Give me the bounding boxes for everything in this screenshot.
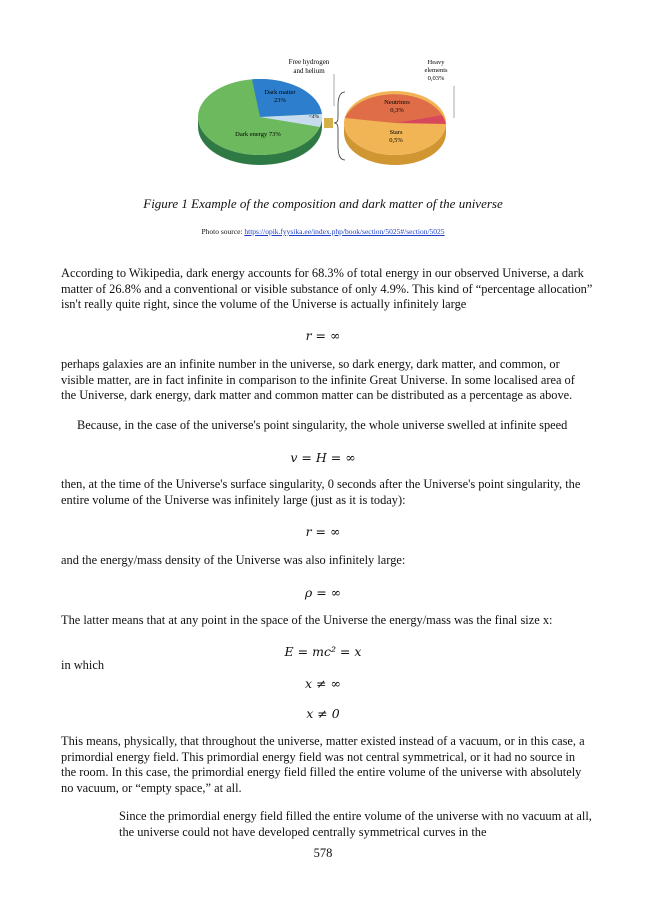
paragraph-4: then, at the time of the Universe's surface singularity, 0 seconds after the Universe's point singularity, the entire volume of the Universe was infinitely large (just as it is today):	[61, 477, 581, 507]
heavy-elements-label-2: elements	[424, 67, 448, 74]
stars-label-2: 0,5%	[389, 137, 403, 144]
connector-block	[324, 118, 333, 128]
paragraph-3: Because, in the case of the universe's point singularity, the whole universe swelled at infinite speed	[77, 418, 568, 432]
dark-energy-label: Dark energy 73%	[235, 131, 281, 138]
equation-v-h-infinity: v = H = ∞	[290, 450, 356, 465]
heavy-elements-label-1: Heavy	[427, 59, 445, 66]
free-hydrogen-label-1: Free hydrogen	[288, 58, 330, 66]
paragraph-5: and the energy/mass density of the Universe was also infinitely large:	[61, 553, 406, 567]
page-number: 578	[313, 846, 333, 860]
equation-r-infinity-1: r = ∞	[305, 328, 341, 343]
equation-x-not-zero: x ≠ 0	[306, 706, 340, 721]
photo-source-link[interactable]: https://opik.fyysika.ee/index.php/book/section/5025#/section/5025	[244, 227, 445, 236]
brace-line	[334, 92, 345, 160]
free-hydrogen-label-2: and helium	[293, 67, 325, 75]
paragraph-6: The latter means that at any point in the space of the Universe the energy/mass was the final size x:	[61, 613, 553, 627]
neutrinos-label-1: Neutrinos	[384, 99, 410, 106]
dark-matter-label-2: 23%	[274, 97, 286, 104]
equation-e-mc2: E = mc² = x	[284, 644, 362, 659]
figure-caption: Figure 1 Example of the composition and dark matter of the universe	[143, 196, 503, 211]
ordinary-matter-label: <4%	[308, 114, 320, 120]
dark-matter-label-1: Dark matter	[264, 89, 296, 96]
heavy-elements-label-3: 0,03%	[427, 75, 445, 82]
equation-x-not-infinity: x ≠ ∞	[305, 676, 341, 691]
paragraph-7: This means, physically, that throughout the universe, matter existed instead of a vacuum, or in this case, a primordial energy field. This primordial energy field was not central symmetrical, or it had no source in the room. In this case, the primordial energy field filled the entire volume of the universe with absolutely no vacuum, or “empty space,” at all.	[61, 734, 585, 795]
in-which-text: in which	[61, 658, 105, 672]
paragraph-1: According to Wikipedia, dark energy accounts for 68.3% of total energy in our observed Universe, a dark matter of 26.8% and a conventional or visible substance of only 4.9%. This kind of “percentage allocation” isn't really quite right, since the volume of the Universe is actually infinitely large	[61, 266, 593, 312]
stars-label-1: Stars	[389, 129, 403, 136]
photo-source	[0, 227, 646, 236]
dark-matter-slice	[252, 79, 322, 117]
equation-rho-infinity: ρ = ∞	[304, 585, 342, 600]
composition-pie-figure	[190, 56, 470, 168]
equation-r-infinity-2: r = ∞	[305, 524, 341, 539]
paragraph-2: perhaps galaxies are an infinite number in the universe, so dark energy, dark matter, and common, or visible matter, are in fact infinite in comparison to the infinite Great Universe. In some localised area of the Universe, dark energy, dark matter and common matter can be distributed as a percentage as above.	[61, 357, 575, 403]
paragraph-8: Since the primordial energy field filled the entire volume of the universe with no vacuum at all, the universe could not have developed centrally symmetrical curves in the	[119, 809, 592, 839]
photo-source-prefix: Photo source:	[201, 227, 245, 236]
neutrinos-label-2: 0,3%	[390, 107, 404, 114]
